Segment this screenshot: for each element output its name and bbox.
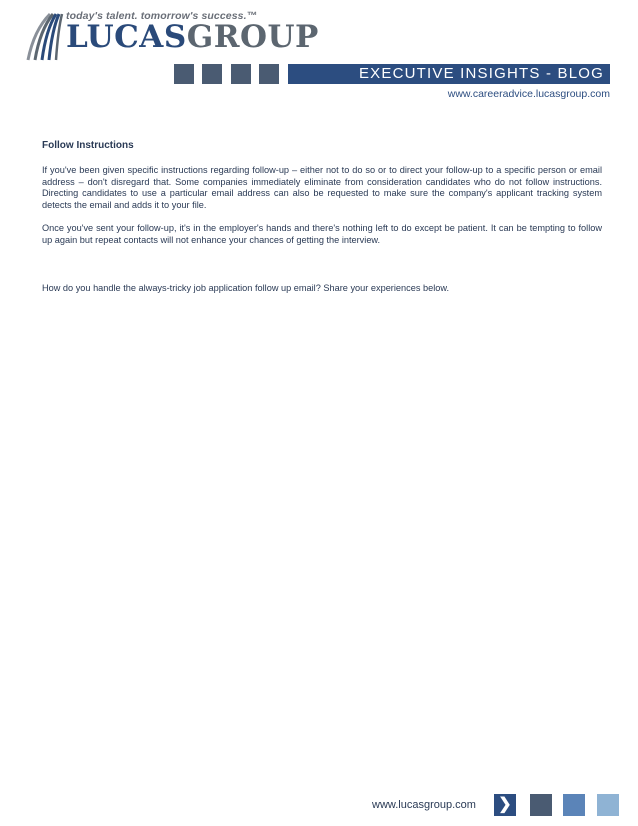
- section-title: Follow Instructions: [42, 140, 134, 151]
- chevron-right-icon[interactable]: ❯: [494, 794, 516, 816]
- header-square: [202, 64, 222, 84]
- paragraph: Once you've sent your follow-up, it's in the employer's hands and there's nothing left to do except be patient. It can be tempting to follow up again but repeat contacts will not enhance your chances of getting the interview.: [42, 223, 602, 245]
- blog-banner-title: EXECUTIVE INSIGHTS - BLOG: [288, 64, 610, 84]
- closing-question: How do you handle the always-tricky job application follow up email? Share your experiences below.: [42, 282, 450, 293]
- footer-url-link[interactable]: www.lucasgroup.com: [372, 799, 476, 811]
- article-body: [42, 140, 602, 306]
- brand-part-group: GROUP: [186, 19, 319, 55]
- brand-part-lucas: LUCAS: [66, 19, 187, 55]
- brand-wordmark: [66, 19, 319, 55]
- header-square: [231, 64, 251, 84]
- header-url-link[interactable]: www.careeradvice.lucasgroup.com: [447, 88, 610, 100]
- tagline: today's talent. tomorrow's success.™: [66, 10, 258, 22]
- header-square: [259, 64, 279, 84]
- columns-logo-icon: [20, 10, 66, 62]
- footer-square: [563, 794, 585, 816]
- header-square: [174, 64, 194, 84]
- footer-square: [530, 794, 552, 816]
- footer-square: [597, 794, 619, 816]
- paragraph: If you've been given specific instructions regarding follow-up – either not to do so or to direct your follow-up to a specific person or email address – don't disregard that. Some companies immediately eliminate from consideration candidates who do not follow instructions. Directing candidates to use a particular email address can also be requested to make sure the company's applicant tracking system detects the email and adds it to your file.: [42, 165, 602, 210]
